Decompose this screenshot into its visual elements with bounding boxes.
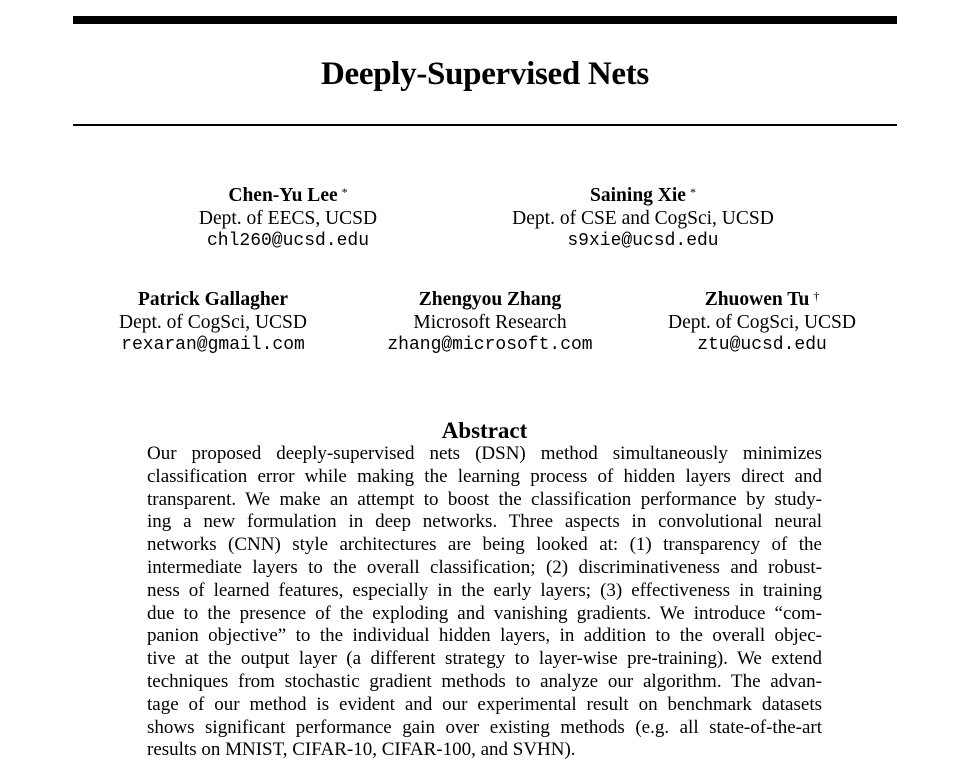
author-footnote-mark: † — [813, 289, 820, 303]
abstract-line: results on MNIST, CIFAR-10, CIFAR-100, and SVHN). — [147, 739, 576, 761]
author-name: Zhuowen Tu — [704, 289, 810, 310]
author-email: ztu@ucsd.edu — [697, 335, 827, 355]
author-block-zhang — [360, 288, 620, 357]
author-name: Zhengyou Zhang — [418, 289, 562, 310]
abstract-line: ness of learned features, especially in the early layers; (3) effectiveness in training — [147, 579, 822, 601]
author-name: Saining Xie — [590, 185, 686, 206]
author-block-tu — [652, 288, 872, 357]
author-footnote-mark: * — [341, 185, 348, 199]
author-name: Chen-Yu Lee — [228, 185, 338, 206]
author-name: Patrick Gallagher — [137, 289, 288, 310]
abstract-line: classification error while making the learning process of hidden layers direct and — [147, 465, 822, 487]
abstract-line: tive at the output layer (a different strategy to layer-wise pre-training). We extend — [147, 648, 822, 670]
abstract-line: shows significant performance gain over existing methods (e.g. all state-of-the-art — [147, 716, 822, 738]
author-email: rexaran@gmail.com — [121, 335, 305, 355]
author-block-gallagher — [100, 288, 326, 357]
abstract-heading: Abstract — [441, 418, 528, 443]
author-affiliation: Microsoft Research — [413, 312, 567, 333]
author-block-lee — [171, 184, 405, 253]
top-rule — [73, 16, 897, 24]
abstract-line: due to the presence of the exploding and vanishing gradients. We introduce “com- — [147, 602, 822, 624]
abstract-line: ing a new formulation in deep networks. Three aspects in convolutional neural — [147, 511, 822, 533]
author-block-xie — [488, 184, 798, 253]
abstract-line: transparent. We make an attempt to boost the classification performance by study- — [147, 488, 822, 510]
abstract-line: panion objective” to the individual hidden layers, in addition to the overall objec- — [147, 625, 822, 647]
author-email: s9xie@ucsd.edu — [567, 231, 719, 251]
abstract-line: Our proposed deeply-supervised nets (DSN) method simultaneously minimizes — [147, 443, 822, 464]
author-footnote-mark: * — [689, 185, 696, 199]
paper-title: Deeply-Supervised Nets — [321, 56, 649, 92]
author-affiliation: Dept. of CogSci, UCSD — [668, 312, 856, 333]
author-affiliation: Dept. of EECS, UCSD — [198, 208, 378, 229]
author-email: chl260@ucsd.edu — [206, 231, 370, 251]
abstract-line: networks (CNN) style architectures are being looked at: (1) transparency of the — [147, 534, 822, 556]
author-affiliation: Dept. of CogSci, UCSD — [119, 312, 307, 333]
abstract-body — [147, 443, 822, 762]
author-affiliation: Dept. of CSE and CogSci, UCSD — [512, 208, 774, 229]
title-rule — [73, 124, 897, 126]
abstract-line: intermediate layers to the overall classification; (2) discriminativeness and robust- — [147, 556, 822, 578]
abstract-line: tage of our method is evident and our experimental result on benchmark datasets — [147, 693, 822, 715]
author-email: zhang@microsoft.com — [387, 335, 593, 355]
abstract-line: techniques from stochastic gradient methods to analyze our algorithm. The advan- — [147, 670, 822, 692]
